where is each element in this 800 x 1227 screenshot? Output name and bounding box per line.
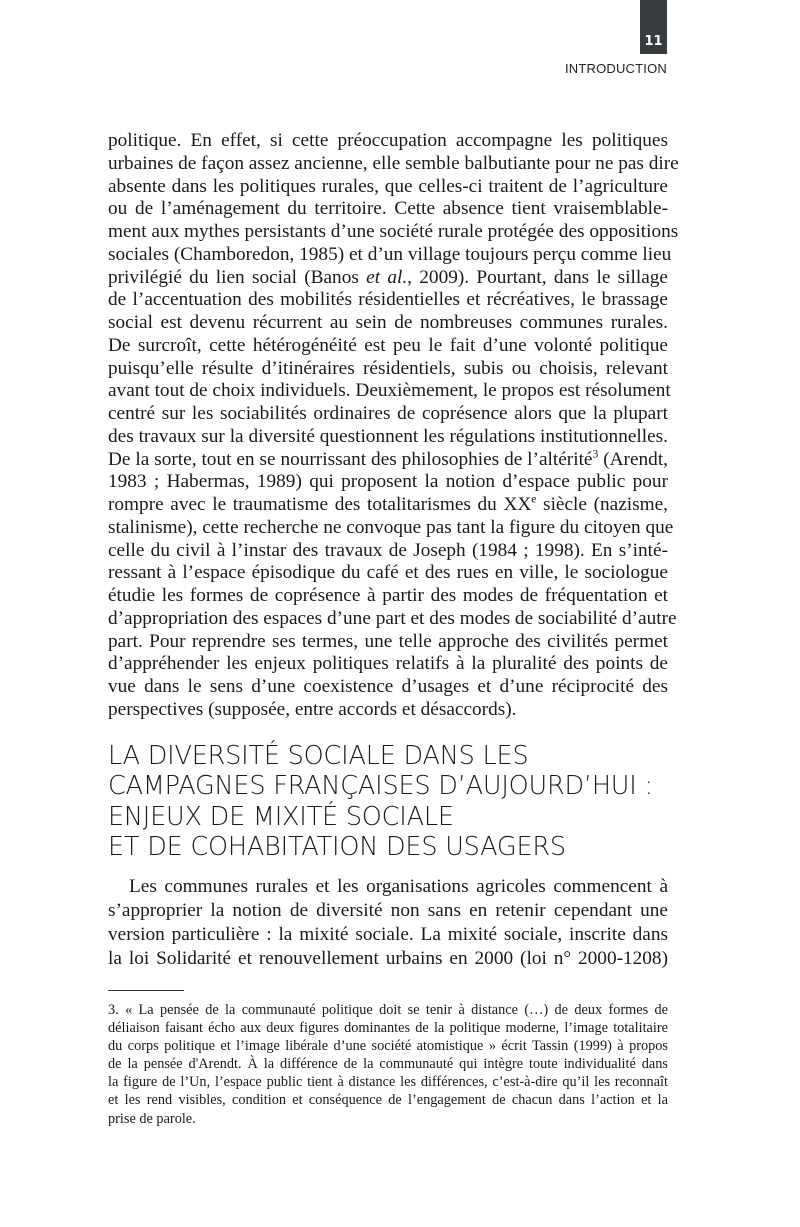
text-run: absente dans les politiques rurales, que celles-ci traitent de l’agriculture xyxy=(108,175,668,197)
text-line xyxy=(108,426,668,449)
text-run: la figure de l’Un, l’espace public tient à distance les différences, c’est-à-dire qu’il les reconnaît xyxy=(108,1074,668,1091)
text-line xyxy=(108,471,668,494)
text-run: la loi Solidarité et renouvellement urbains en 2000 (loi n° 2000-1208) xyxy=(108,948,668,970)
text-line xyxy=(108,699,668,722)
superscript: e xyxy=(531,492,537,506)
text-line xyxy=(108,1037,668,1055)
text-run: privilégié du lien social (Banos xyxy=(108,266,367,288)
heading-line: CAMPAGNES FRANÇAISES D’AUJOURD’HUI : xyxy=(108,771,653,802)
text-line xyxy=(108,676,668,699)
text-run: (Arendt, xyxy=(598,448,668,470)
text-run: avant tout de choix individuels. Deuxièmement, le propos est résolument xyxy=(108,380,671,402)
text-line xyxy=(108,1019,668,1037)
text-line xyxy=(108,631,668,654)
text-run: sociales (Chamboredon, 1985) et d’un village toujours perçu comme lieu xyxy=(108,243,672,265)
text-line xyxy=(108,516,674,540)
text-line xyxy=(108,562,668,585)
text-run: perspectives (supposée, entre accords et désaccords). xyxy=(108,698,517,720)
text-line xyxy=(108,403,668,426)
text-line xyxy=(108,198,668,221)
paragraph-1 xyxy=(108,130,679,722)
text-line xyxy=(108,923,668,947)
text-line xyxy=(108,875,668,899)
text-run: de l’accentuation des mobilités résidentielles et récréatives, le brassage xyxy=(108,289,668,311)
text-line xyxy=(108,358,668,381)
text-run: de la pensée d'Arendt. À la différence de la communauté qui intègre toute individualité dans xyxy=(108,1056,668,1073)
text-line xyxy=(108,540,668,563)
text-line xyxy=(108,494,668,517)
text-line xyxy=(108,312,668,335)
text-run: social est devenu récurrent au sein de nombreuses communes rurales. xyxy=(108,312,668,333)
text-run: déliaison faisant écho aux deux figures dominantes de la politique moderne, l’image totalitaire xyxy=(108,1020,668,1037)
section-heading xyxy=(108,741,668,863)
text-run: stalinisme), cette recherche ne convoque pas tant la figure du citoyen que xyxy=(108,516,674,538)
text-run: version particulière : la mixité sociale. La mixité sociale, inscrite dans xyxy=(108,924,668,946)
text-line xyxy=(108,243,672,267)
text-run: centré sur les sociabilités ordinaires de coprésence alors que la plupart xyxy=(108,403,668,424)
text-run: étudie les formes de coprésence à partir des modes de fréquentation et xyxy=(108,585,668,606)
text-line xyxy=(108,1001,668,1019)
text-run: urbaines de façon assez ancienne, elle semble balbutiante pour ne pas dire xyxy=(108,152,679,174)
text-run: De surcroît, cette hétérogénéité est peu le fait d’une volonté politique xyxy=(108,334,668,356)
text-line xyxy=(108,653,668,676)
text-run: d’appréhender les enjeux politiques relatifs à la pluralité des points de xyxy=(108,653,668,675)
heading-line: ET DE COHABITATION DES USAGERS xyxy=(108,832,566,863)
text-run: ou de l’aménagement du territoire. Cette absence tient vraisemblable- xyxy=(108,198,668,220)
text-run: , 2009). Pourtant, dans le sillage xyxy=(407,266,668,288)
text-run: s’approprier la notion de diversité non sans en retenir cependant une xyxy=(108,900,668,922)
text-run: siècle (nazisme, xyxy=(536,494,668,515)
text-run: puisqu’elle résulte d’itinéraires résidentiels, subis ou choisis, relevant xyxy=(108,357,668,379)
text-line xyxy=(108,947,668,971)
text-line xyxy=(108,1110,668,1128)
text-run: des travaux sur la diversité questionnent les régulations institutionnelles. xyxy=(108,425,668,447)
text-line xyxy=(108,289,668,312)
footnote-separator xyxy=(108,990,184,991)
text-run: rompre avec le traumatisme des totalitarismes du XX xyxy=(108,494,532,515)
heading-line: ENJEUX DE MIXITÉ SOCIALE xyxy=(108,801,454,832)
text-run: 1983 ; Habermas, 1989) qui proposent la notion d’espace public pour xyxy=(108,471,668,493)
text-line xyxy=(108,176,668,199)
text-line xyxy=(108,221,679,244)
footnote-3 xyxy=(108,1001,668,1128)
text-run: d’appropriation des espaces d’une part et des modes de sociabilité d’autre xyxy=(108,607,677,629)
text-run: ressant à l’espace épisodique du café et des rues en ville, le sociologue xyxy=(108,562,668,584)
text-line xyxy=(108,380,671,403)
text-run: 3. « La pensée de la communauté politique doit se tenir à distance (…) de deux formes de xyxy=(108,1002,668,1018)
page-number: 11 xyxy=(644,34,663,49)
text-run: vue dans le sens d’une coexistence d’usages et d’une réciprocité des xyxy=(108,676,668,697)
text-line xyxy=(108,607,677,631)
text-line xyxy=(108,152,679,176)
text-line xyxy=(108,1073,668,1091)
text-run: part. Pour reprendre ses termes, une telle approche des civilités permet xyxy=(108,630,668,652)
text-run: celle du civil à l’instar des travaux de Joseph (1984 ; 1998). En s’inté- xyxy=(108,539,668,561)
text-line xyxy=(108,335,668,358)
text-line xyxy=(108,1091,668,1109)
text-line xyxy=(108,1055,668,1073)
running-head: INTRODUCTION xyxy=(564,61,667,76)
paragraph-2 xyxy=(108,875,668,972)
text-line xyxy=(108,449,668,472)
text-run: prise de parole. xyxy=(108,1110,196,1127)
text-run: du corps politique et l’image libérale d’une société atomistique » écrit Tassin (1999) à propos xyxy=(108,1038,668,1055)
text-line xyxy=(108,267,668,290)
italic-text: et al. xyxy=(366,266,408,288)
footnote-ref: 3 xyxy=(592,447,599,461)
text-run: et les rend visibles, condition et conséquence de l’engagement de chacun dans l’action et la xyxy=(108,1092,668,1109)
text-line xyxy=(108,585,668,608)
text-run: ment aux mythes persistants d’une société rurale protégée des oppositions xyxy=(108,221,679,242)
text-run: De la sorte, tout en se nourrissant des philosophies de l’altérité xyxy=(108,448,593,470)
heading-line: LA DIVERSITÉ SOCIALE DANS LES xyxy=(108,741,529,771)
text-run: politique. En effet, si cette préoccupation accompagne les politiques xyxy=(108,130,668,151)
text-line xyxy=(108,899,668,923)
text-line xyxy=(108,130,668,153)
text-run: Les communes rurales et les organisations agricoles commencent à xyxy=(129,876,668,897)
